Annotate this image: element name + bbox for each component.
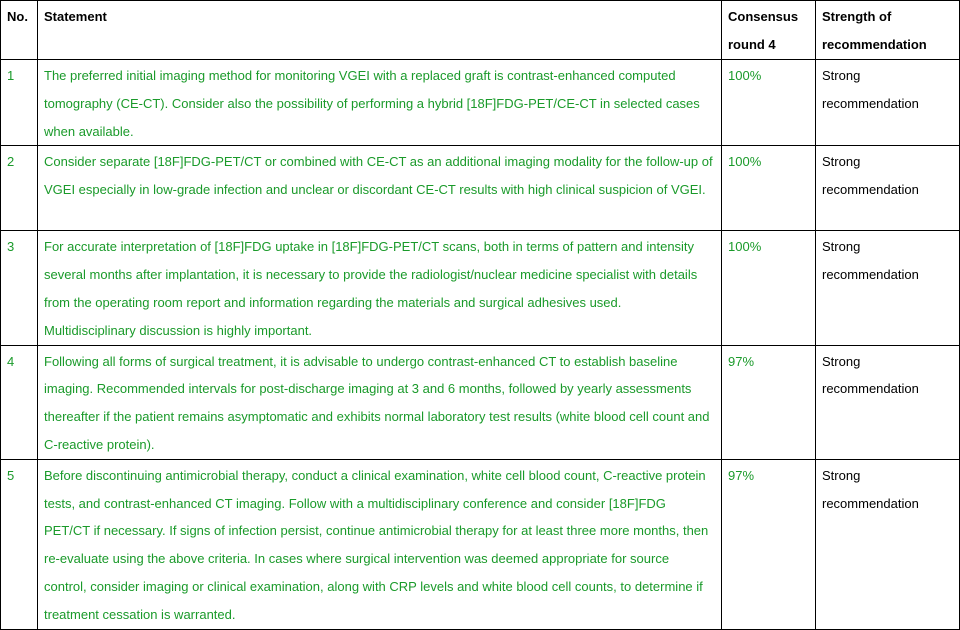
strength-label: Strong <box>822 467 861 483</box>
row-statement: Following all forms of surgical treatment, it is advisable to undergo contrast-enhanced CT to establish baseline imaging. Recommended intervals for post-discharge imaging at 3 and 6 months, followed by yearly assessments thereafter if the patient remains asymptomatic and exhibits normal laboratory test results (white blood cell count and C-reactive protein). <box>38 345 722 459</box>
row-consensus: 100% <box>722 146 816 231</box>
row-consensus: 100% <box>722 231 816 345</box>
row-number: 3 <box>1 231 38 345</box>
header-statement: Statement <box>38 1 722 60</box>
row-strength <box>816 60 960 146</box>
row-consensus: 100% <box>722 60 816 146</box>
strength-label-suffix: recommendation <box>822 182 919 198</box>
row-number: 4 <box>1 345 38 459</box>
row-consensus: 97% <box>722 345 816 459</box>
row-consensus: 97% <box>722 459 816 629</box>
strength-label-suffix: recommendation <box>822 267 919 283</box>
row-strength <box>816 459 960 629</box>
row-statement: The preferred initial imaging method for monitoring VGEI with a replaced graft is contrast-enhanced computed tomography (CE-CT). Consider also the possibility of performing a hybrid [18F]FDG-PET/CE-CT in selected cases when available. <box>38 60 722 146</box>
table-row <box>1 60 960 146</box>
strength-label-suffix: recommendation <box>822 495 919 511</box>
table-row <box>1 231 960 345</box>
strength-label: Strong <box>822 154 861 170</box>
strength-label: Strong <box>822 353 861 369</box>
row-strength <box>816 146 960 231</box>
table-row <box>1 146 960 231</box>
strength-label: Strong <box>822 68 861 83</box>
strength-label: Strong <box>822 239 861 255</box>
row-statement: For accurate interpretation of [18F]FDG uptake in [18F]FDG-PET/CT scans, both in terms of pattern and intensity several months after implantation, it is necessary to provide the radiologist/nuclear medicine specialist with details from the operating room report and information regarding the materials and surgical adhesives used. Multidisciplinary discussion is highly important. <box>38 231 722 345</box>
strength-label-suffix: recommendation <box>822 95 919 111</box>
table-row <box>1 345 960 459</box>
strength-label-suffix: recommendation <box>822 381 919 397</box>
row-number: 5 <box>1 459 38 629</box>
row-strength <box>816 345 960 459</box>
row-number: 2 <box>1 146 38 231</box>
row-statement: Before discontinuing antimicrobial therapy, conduct a clinical examination, white cell blood count, C-reactive protein tests, and contrast-enhanced CT imaging. Follow with a multidisciplinary conference and consider [18F]FDG PET/CT if necessary. If signs of infection persist, continue antimicrobial therapy for at least three more months, then re-evaluate using the above criteria. In cases where surgical intervention was deemed appropriate for source control, consider imaging or clinical examination, along with CRP levels and white blood cell counts, to determine if treatment cessation is warranted. <box>38 459 722 629</box>
header-no: No. <box>1 1 38 60</box>
row-number: 1 <box>1 60 38 146</box>
header-consensus: Consensus round 4 <box>722 1 816 60</box>
table-row <box>1 459 960 629</box>
row-strength <box>816 231 960 345</box>
row-statement: Consider separate [18F]FDG-PET/CT or combined with CE-CT as an additional imaging modality for the follow-up of VGEI especially in low-grade infection and unclear or discordant CE-CT results with high clinical suspicion of VGEI. <box>38 146 722 231</box>
table-header-row <box>1 1 960 60</box>
header-strength: Strength of recommendation <box>816 1 960 60</box>
